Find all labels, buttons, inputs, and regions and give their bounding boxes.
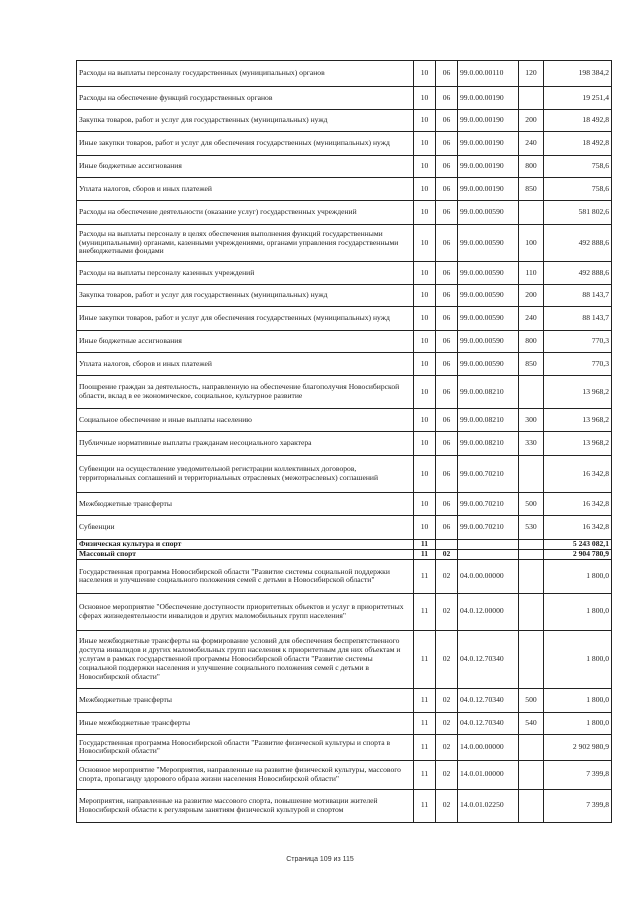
page-number: Страница 109 из 115 (286, 856, 354, 863)
row-target-code: 99.0.00.00190 (458, 110, 519, 132)
row-expense-type: 200 (519, 285, 544, 307)
row-name: Субвенции на осуществление уведомительной регистрации коллективных договоров, территориальных соглашений и территориальных отраслевых (межотраслевых) соглашений (77, 456, 414, 493)
table-row (77, 432, 612, 456)
row-expense-type (519, 87, 544, 110)
table-row (77, 376, 612, 409)
table-row (77, 110, 612, 132)
row-expense-type (519, 630, 544, 688)
row-target-code: 99.0.00.70210 (458, 456, 519, 493)
row-expense-type (519, 201, 544, 225)
row-section: 10 (414, 432, 436, 456)
row-amount: 1 800,0 (544, 593, 612, 630)
row-amount: 88 143,7 (544, 285, 612, 307)
table-row (77, 331, 612, 353)
row-subsection: 06 (436, 87, 458, 110)
table-row (77, 409, 612, 432)
row-expense-type: 530 (519, 516, 544, 540)
row-subsection: 06 (436, 225, 458, 262)
row-subsection: 06 (436, 353, 458, 376)
row-amount: 18 492,8 (544, 110, 612, 132)
row-target-code: 99.0.00.00590 (458, 262, 519, 285)
table-row (77, 456, 612, 493)
row-target-code: 99.0.00.00190 (458, 178, 519, 201)
row-subsection: 02 (436, 712, 458, 734)
row-target-code: 99.0.00.08210 (458, 409, 519, 432)
row-subsection: 02 (436, 789, 458, 822)
row-expense-type: 110 (519, 262, 544, 285)
row-target-code: 99.0.00.08210 (458, 432, 519, 456)
row-name: Основное мероприятие "Обеспечение доступности приоритетных объектов и услуг в приоритетных сферах жизнедеятельности инвалидов и других маломобильных групп населения" (77, 593, 414, 630)
row-amount: 7 399,8 (544, 789, 612, 822)
row-section: 11 (414, 630, 436, 688)
row-section: 11 (414, 734, 436, 760)
row-name: Иные бюджетные ассигнования (77, 331, 414, 353)
row-name: Уплата налогов, сборов и иных платежей (77, 353, 414, 376)
row-expense-type: 850 (519, 353, 544, 376)
row-target-code: 99.0.00.00190 (458, 87, 519, 110)
row-section: 11 (414, 540, 436, 550)
row-section: 11 (414, 712, 436, 734)
row-amount: 7 399,8 (544, 760, 612, 789)
table-row (77, 307, 612, 331)
row-name: Массовый спорт (77, 549, 414, 559)
row-target-code: 99.0.00.00590 (458, 201, 519, 225)
row-expense-type (519, 760, 544, 789)
row-expense-type (519, 456, 544, 493)
row-name: Иные закупки товаров, работ и услуг для обеспечения государственных (муниципальных) нужд (77, 307, 414, 331)
row-name: Расходы на обеспечение функций государственных органов (77, 87, 414, 110)
row-subsection: 06 (436, 307, 458, 331)
row-section: 11 (414, 549, 436, 559)
row-section: 11 (414, 760, 436, 789)
row-target-code: 99.0.00.00190 (458, 132, 519, 156)
row-expense-type: 540 (519, 712, 544, 734)
row-subsection: 02 (436, 734, 458, 760)
row-target-code: 99.0.00.00590 (458, 331, 519, 353)
row-subsection: 06 (436, 132, 458, 156)
row-target-code: 14.0.00.00000 (458, 734, 519, 760)
row-expense-type: 800 (519, 156, 544, 178)
row-target-code: 99.0.00.00590 (458, 307, 519, 331)
table-row (77, 225, 612, 262)
row-amount: 770,3 (544, 353, 612, 376)
row-section: 10 (414, 307, 436, 331)
row-target-code: 99.0.00.70210 (458, 493, 519, 516)
row-subsection: 06 (436, 432, 458, 456)
row-section: 10 (414, 456, 436, 493)
row-name: Уплата налогов, сборов и иных платежей (77, 178, 414, 201)
row-section: 10 (414, 331, 436, 353)
table-row (77, 262, 612, 285)
row-expense-type (519, 789, 544, 822)
row-subsection: 06 (436, 456, 458, 493)
row-section: 10 (414, 516, 436, 540)
row-subsection: 02 (436, 593, 458, 630)
table-row (77, 353, 612, 376)
row-amount: 16 342,8 (544, 456, 612, 493)
row-subsection: 02 (436, 688, 458, 712)
row-amount: 492 888,6 (544, 262, 612, 285)
row-amount: 1 800,0 (544, 630, 612, 688)
row-expense-type: 100 (519, 225, 544, 262)
row-amount: 1 800,0 (544, 559, 612, 593)
row-target-code: 04.0.12.70340 (458, 630, 519, 688)
row-amount: 1 800,0 (544, 712, 612, 734)
row-expense-type: 240 (519, 132, 544, 156)
table-row (77, 549, 612, 559)
table-row (77, 178, 612, 201)
row-target-code: 04.0.00.00000 (458, 559, 519, 593)
row-amount: 19 251,4 (544, 87, 612, 110)
row-target-code: 04.0.12.70340 (458, 688, 519, 712)
budget-table-body (77, 61, 612, 823)
row-subsection: 06 (436, 262, 458, 285)
table-row (77, 87, 612, 110)
row-target-code: 99.0.00.00590 (458, 285, 519, 307)
row-section: 10 (414, 110, 436, 132)
row-amount: 1 800,0 (544, 688, 612, 712)
row-subsection: 06 (436, 285, 458, 307)
row-amount: 770,3 (544, 331, 612, 353)
row-section: 10 (414, 225, 436, 262)
row-target-code: 14.0.01.02250 (458, 789, 519, 822)
row-expense-type (519, 734, 544, 760)
table-row (77, 688, 612, 712)
row-expense-type: 500 (519, 493, 544, 516)
table-row (77, 493, 612, 516)
row-subsection (436, 540, 458, 550)
row-subsection: 02 (436, 559, 458, 593)
row-target-code: 99.0.00.00110 (458, 61, 519, 87)
row-section: 10 (414, 87, 436, 110)
table-row (77, 593, 612, 630)
row-name: Основное мероприятие "Мероприятия, направленные на развитие физической культуры, массового спорта, пропаганду здорового образа жизни населения Новосибирской области" (77, 760, 414, 789)
row-subsection: 06 (436, 376, 458, 409)
row-amount: 18 492,8 (544, 132, 612, 156)
row-expense-type: 800 (519, 331, 544, 353)
row-target-code: 04.0.12.70340 (458, 712, 519, 734)
row-amount: 2 902 980,9 (544, 734, 612, 760)
row-subsection: 02 (436, 630, 458, 688)
row-subsection: 06 (436, 331, 458, 353)
row-amount: 16 342,8 (544, 493, 612, 516)
row-expense-type: 300 (519, 409, 544, 432)
row-target-code (458, 549, 519, 559)
table-row (77, 61, 612, 87)
budget-table (76, 60, 612, 823)
row-target-code: 99.0.00.00590 (458, 225, 519, 262)
row-section: 10 (414, 353, 436, 376)
table-row (77, 630, 612, 688)
row-section: 11 (414, 593, 436, 630)
row-target-code: 99.0.00.08210 (458, 376, 519, 409)
row-target-code: 99.0.00.00190 (458, 156, 519, 178)
table-row (77, 156, 612, 178)
row-expense-type: 120 (519, 61, 544, 87)
row-section: 10 (414, 376, 436, 409)
table-row (77, 516, 612, 540)
row-subsection: 06 (436, 110, 458, 132)
row-amount: 5 243 082,1 (544, 540, 612, 550)
row-subsection: 06 (436, 178, 458, 201)
row-expense-type (519, 549, 544, 559)
row-subsection: 02 (436, 760, 458, 789)
table-row (77, 712, 612, 734)
row-subsection: 06 (436, 156, 458, 178)
row-amount: 492 888,6 (544, 225, 612, 262)
row-name: Поощрение граждан за деятельность, направленную на обеспечение благополучия Новосибирской области, вклад в ее экономическое, социальное, культурное развитие (77, 376, 414, 409)
row-amount: 16 342,8 (544, 516, 612, 540)
row-name: Государственная программа Новосибирской области "Развитие физической культуры и спорта в Новосибирской области" (77, 734, 414, 760)
row-amount: 758,6 (544, 156, 612, 178)
row-name: Межбюджетные трансферты (77, 688, 414, 712)
table-row (77, 540, 612, 550)
row-target-code: 99.0.00.00590 (458, 353, 519, 376)
row-name: Иные межбюджетные трансферты на формирование условий для обеспечения беспрепятственного доступа инвалидов и других маломобильных групп населения к приоритетным для них объектам и услугам в рамках государственной программы Новосибирской области "Развитие системы социальной поддержки населения и улучшение социального положения семей с детьми в Новосибирской области" (77, 630, 414, 688)
table-row (77, 201, 612, 225)
row-amount: 198 384,2 (544, 61, 612, 87)
row-section: 10 (414, 409, 436, 432)
row-name: Мероприятия, направленные на развитие массового спорта, повышение мотивации жителей Новосибирской области к регулярным занятиям физической культурой и спортом (77, 789, 414, 822)
row-name: Расходы на выплаты персоналу казенных учреждений (77, 262, 414, 285)
table-row (77, 760, 612, 789)
row-expense-type (519, 559, 544, 593)
row-subsection: 06 (436, 61, 458, 87)
row-name: Закупка товаров, работ и услуг для государственных (муниципальных) нужд (77, 110, 414, 132)
row-name: Закупка товаров, работ и услуг для государственных (муниципальных) нужд (77, 285, 414, 307)
row-name: Иные бюджетные ассигнования (77, 156, 414, 178)
row-expense-type: 330 (519, 432, 544, 456)
row-subsection: 02 (436, 549, 458, 559)
row-expense-type (519, 593, 544, 630)
row-name: Социальное обеспечение и иные выплаты населению (77, 409, 414, 432)
row-expense-type (519, 376, 544, 409)
row-name: Расходы на выплаты персоналу в целях обеспечения выполнения функций государственными (муниципальными) органами, казенными учреждениями, органами управления государственными внебюджетными фондами (77, 225, 414, 262)
row-name: Иные межбюджетные трансферты (77, 712, 414, 734)
row-expense-type: 240 (519, 307, 544, 331)
row-name: Публичные нормативные выплаты гражданам несоциального характера (77, 432, 414, 456)
row-amount: 13 968,2 (544, 409, 612, 432)
table-row (77, 734, 612, 760)
row-section: 10 (414, 132, 436, 156)
row-amount: 758,6 (544, 178, 612, 201)
table-row (77, 789, 612, 822)
table-row (77, 559, 612, 593)
row-name: Расходы на выплаты персоналу государственных (муниципальных) органов (77, 61, 414, 87)
table-row (77, 285, 612, 307)
row-name: Субвенции (77, 516, 414, 540)
row-target-code: 04.0.12.00000 (458, 593, 519, 630)
row-section: 10 (414, 262, 436, 285)
row-section: 11 (414, 688, 436, 712)
row-expense-type: 850 (519, 178, 544, 201)
row-section: 11 (414, 559, 436, 593)
row-name: Физическая культура и спорт (77, 540, 414, 550)
row-subsection: 06 (436, 201, 458, 225)
row-amount: 88 143,7 (544, 307, 612, 331)
row-section: 11 (414, 789, 436, 822)
row-amount: 13 968,2 (544, 376, 612, 409)
row-expense-type: 200 (519, 110, 544, 132)
row-name: Расходы на обеспечение деятельности (оказание услуг) государственных учреждений (77, 201, 414, 225)
row-amount: 581 802,6 (544, 201, 612, 225)
row-section: 10 (414, 61, 436, 87)
row-section: 10 (414, 493, 436, 516)
row-expense-type: 500 (519, 688, 544, 712)
row-name: Межбюджетные трансферты (77, 493, 414, 516)
row-subsection: 06 (436, 516, 458, 540)
row-target-code: 99.0.00.70210 (458, 516, 519, 540)
row-subsection: 06 (436, 409, 458, 432)
row-section: 10 (414, 285, 436, 307)
row-name: Государственная программа Новосибирской области "Развитие системы социальной поддержки населения и улучшение социального положения семей с детьми в Новосибирской области" (77, 559, 414, 593)
row-section: 10 (414, 201, 436, 225)
row-name: Иные закупки товаров, работ и услуг для обеспечения государственных (муниципальных) нужд (77, 132, 414, 156)
row-target-code (458, 540, 519, 550)
row-amount: 13 968,2 (544, 432, 612, 456)
row-amount: 2 904 780,9 (544, 549, 612, 559)
row-section: 10 (414, 178, 436, 201)
table-row (77, 132, 612, 156)
row-subsection: 06 (436, 493, 458, 516)
row-expense-type (519, 540, 544, 550)
row-section: 10 (414, 156, 436, 178)
row-target-code: 14.0.01.00000 (458, 760, 519, 789)
